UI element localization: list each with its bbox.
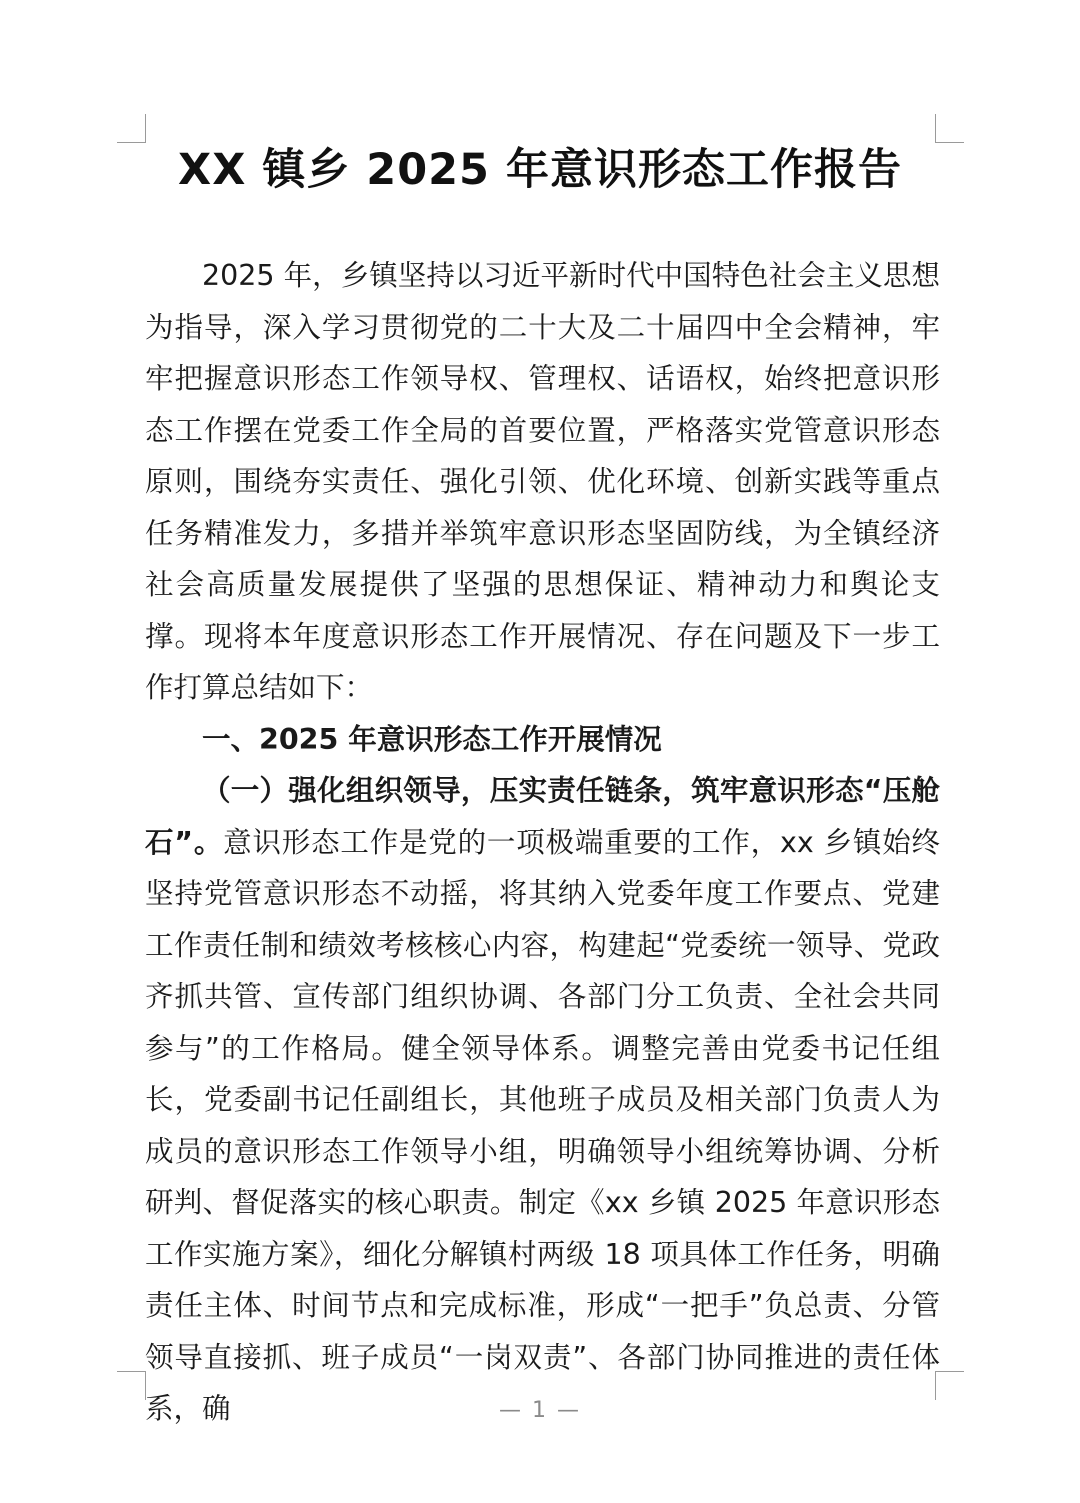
- crop-mark-bottom-left: [117, 1371, 146, 1400]
- document-body: [145, 250, 940, 1435]
- subsection-heading: （一）强化组织领导，压实责任链条，筑牢意识形态“压舱石”。: [145, 774, 940, 859]
- section-heading: 一、2025 年意识形态工作开展情况: [202, 722, 662, 756]
- page-number: — 1 —: [499, 1398, 581, 1423]
- crop-mark-top-right: [935, 114, 964, 143]
- crop-mark-top-left: [117, 114, 146, 143]
- subsection-paragraph: [145, 765, 940, 1435]
- document-title: XX 镇乡 2025 年意识形态工作报告: [178, 145, 902, 195]
- intro-paragraph: 2025 年，乡镇坚持以习近平新时代中国特色社会主义思想为指导，深入学习贯彻党的二十大及二十届四中全会精神，牢牢把握意识形态工作领导权、管理权、话语权，始终把意识形态工作摆在党委工作全局的首要位置，严格落实党管意识形态原则，围绕夯实责任、强化引领、优化环境、创新实践等重点任务精准发力，多措并举筑牢意识形态坚固防线，为全镇经济社会高质量发展提供了坚强的思想保证、精神动力和舆论支撑。现将本年度意识形态工作开展情况、存在问题及下一步工作打算总结如下：: [145, 259, 940, 704]
- subsection-body: 意识形态工作是党的一项极端重要的工作，xx 乡镇始终坚持党管意识形态不动摇，将其纳入党委年度工作要点、党建工作责任制和绩效考核核心内容，构建起“党委统一领导、党政齐抓共管、宣传部门组织协调、各部门分工负责、全社会共同参与”的工作格局。健全领导体系。调整完善由党委书记任组长，党委副书记任副组长，其他班子成员及相关部门负责人为成员的意识形态工作领导小组，明确领导小组统筹协调、分析研判、督促落实的核心职责。制定《xx 乡镇 2025 年意识形态工作实施方案》，细化分解镇村两级 18 项具体工作任务，明确责任主体、时间节点和完成标准，形成“一把手”负总责、分管领导直接抓、班子成员“一岗双责”、各部门协同推进的责任体系，确: [145, 825, 940, 1425]
